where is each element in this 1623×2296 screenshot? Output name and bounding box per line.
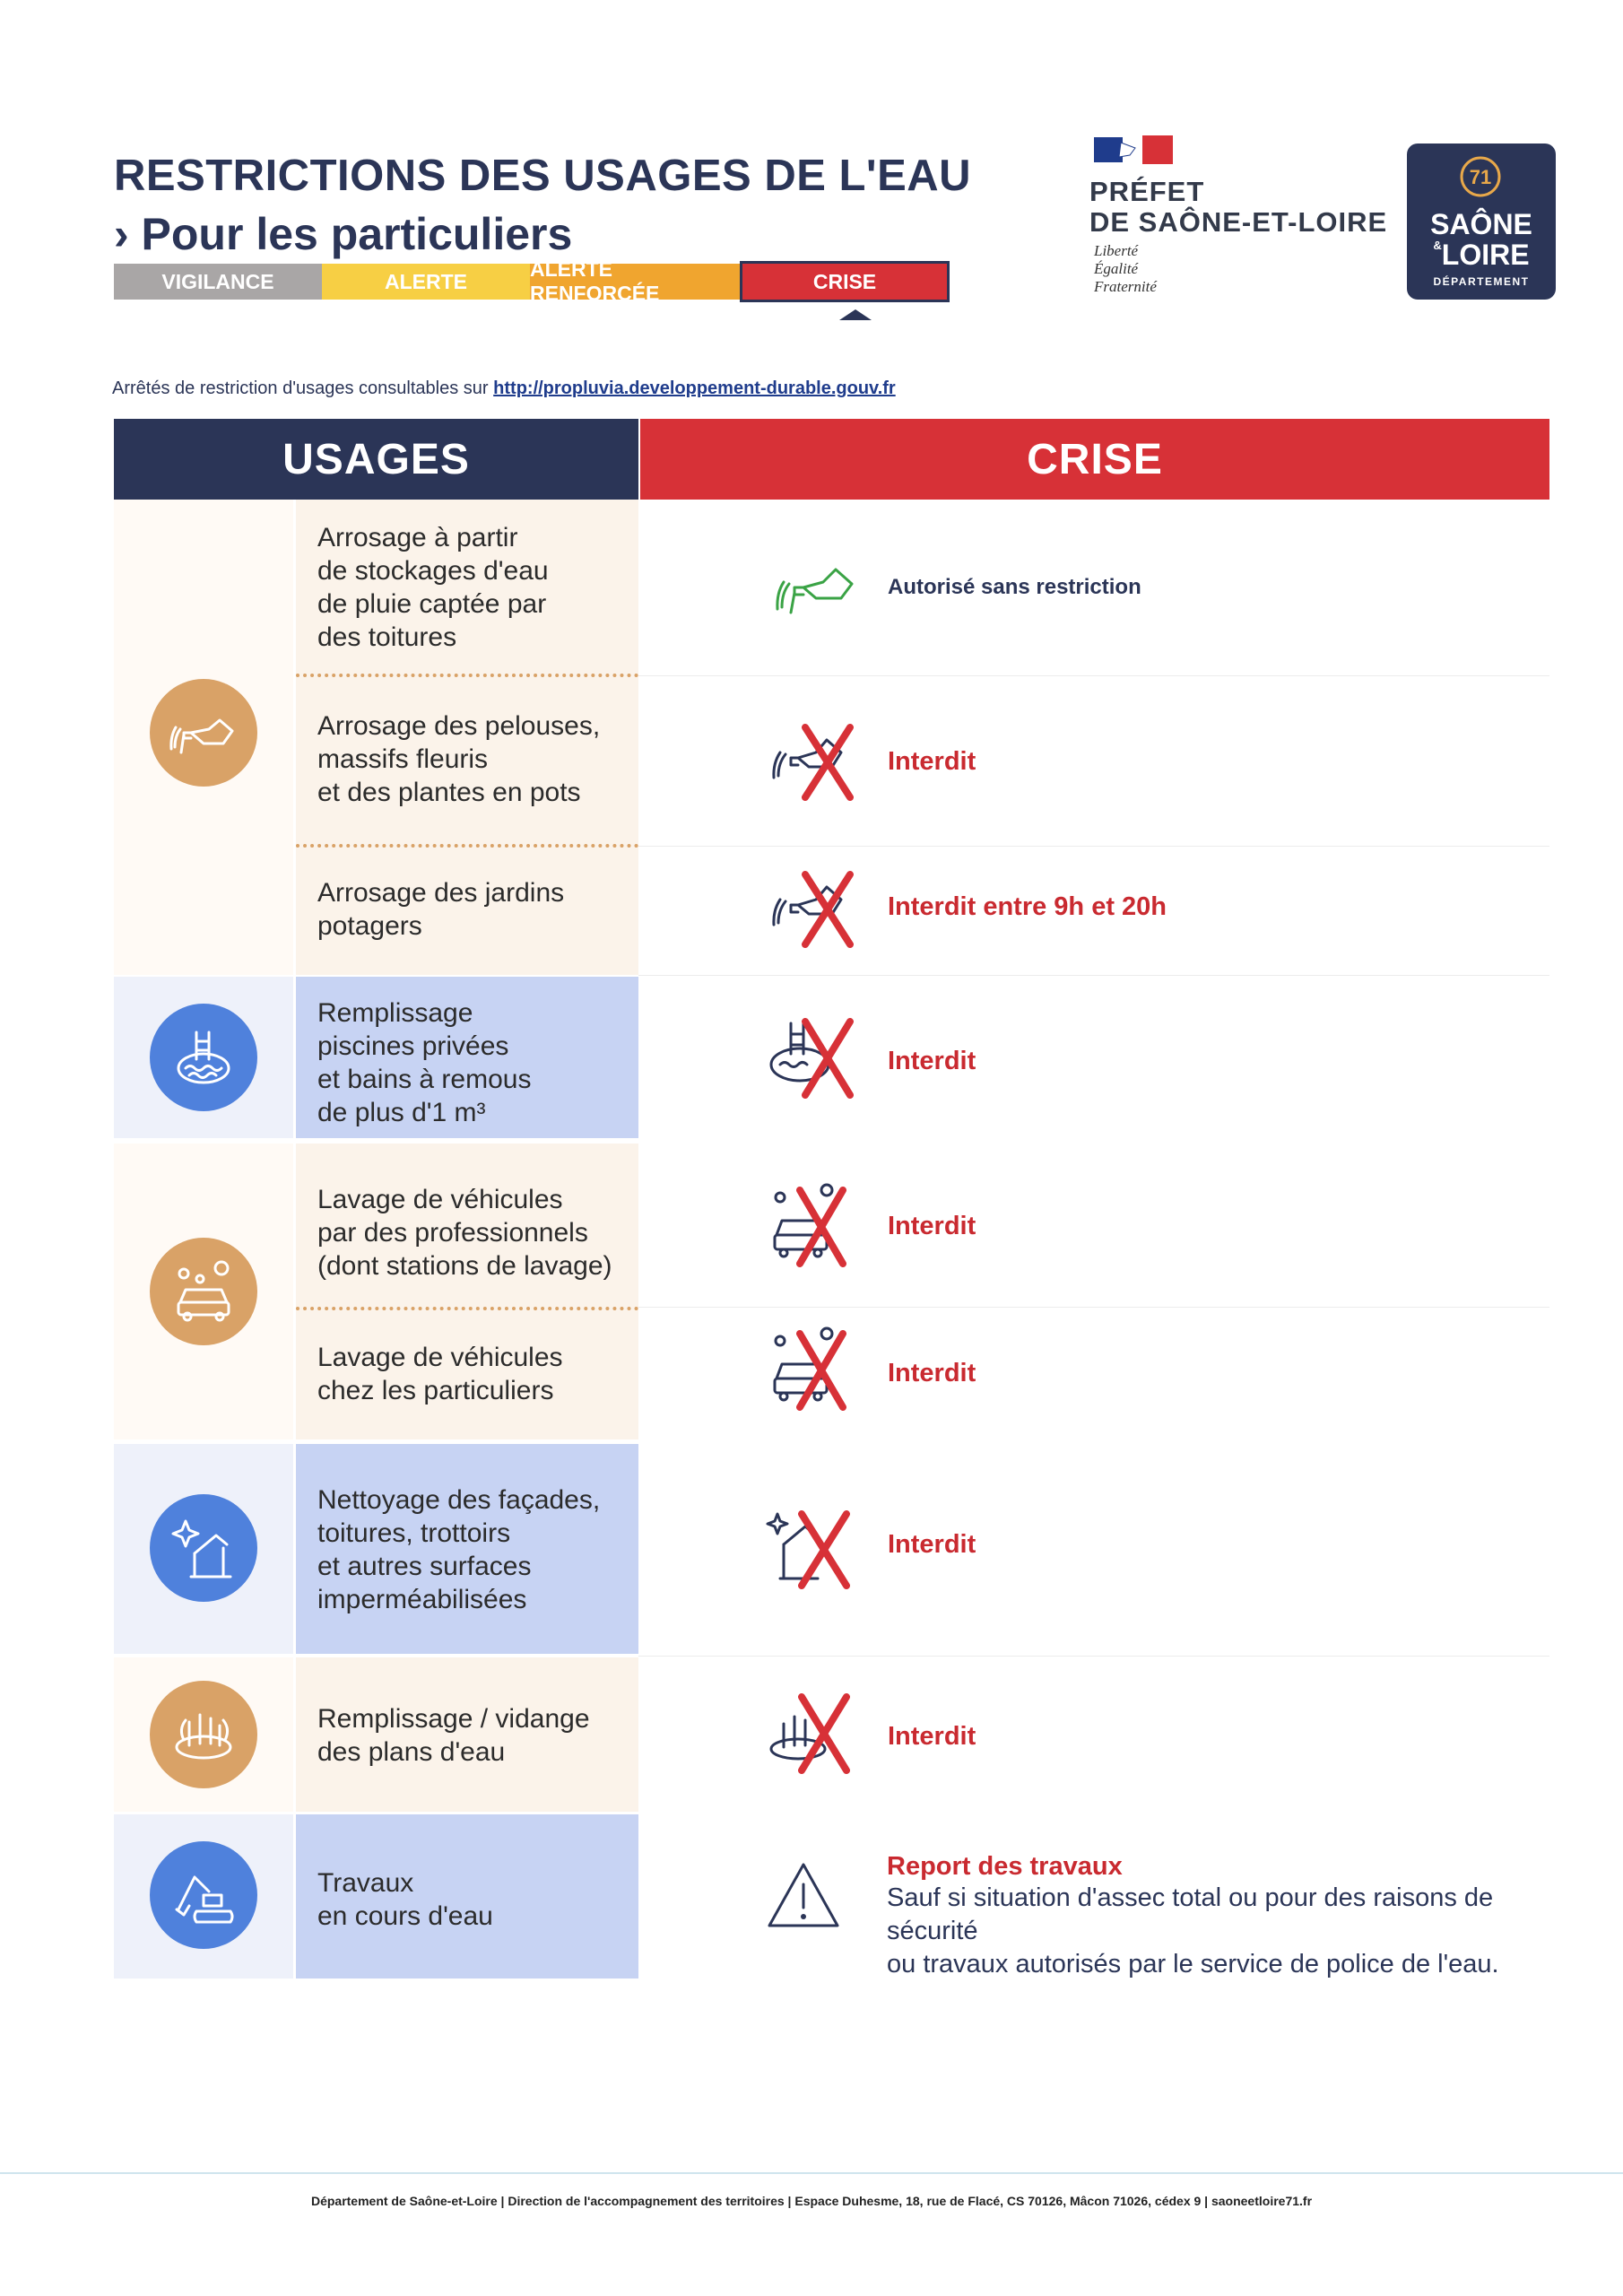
- usage-label: Travaux en cours d'eau: [317, 1868, 493, 1931]
- usage-label: Arrosage des jardins potagers: [317, 878, 565, 941]
- logo-saone: SAÔNE: [1430, 208, 1532, 240]
- group-arrosage: [114, 500, 1549, 975]
- house-cleaning-forbidden-icon: [762, 1500, 870, 1598]
- prefet-line1: PRÉFET: [1089, 176, 1205, 207]
- table-row: [296, 1657, 1549, 1812]
- result-text: Interdit: [888, 1047, 976, 1075]
- group-travaux: [114, 1814, 1549, 1979]
- column-header-usages: USAGES: [114, 419, 638, 500]
- pond-forbidden-icon: [762, 1684, 870, 1783]
- table-row: [296, 1444, 1549, 1654]
- logo-departement: DÉPARTEMENT: [1433, 275, 1530, 288]
- watering-can-icon: [762, 543, 870, 641]
- logo-loire: &LOIRE: [1433, 239, 1530, 271]
- prefet-name: [1089, 177, 1387, 238]
- usage-label: Nettoyage des façades, toitures, trottoirs et autres surfaces imperméabilisées: [317, 1485, 601, 1614]
- result-text: Interdit: [888, 1530, 976, 1559]
- usage-label: Arrosage à partir de stockages d'eau de pluie captée par des toitures: [317, 523, 549, 652]
- result-text: Interdit: [888, 1722, 976, 1751]
- department-71-emblem-icon: [1458, 154, 1503, 199]
- usage-label: Arrosage des pelouses, massifs fleuris et des plantes en pots: [317, 711, 601, 807]
- table-row: [296, 500, 1549, 675]
- level-alerte-renforcee: ALERTE RENFORCÉE: [530, 264, 740, 300]
- page-title: RESTRICTIONS DES USAGES DE L'EAU: [114, 152, 972, 200]
- house-cleaning-icon: [150, 1494, 257, 1602]
- footer-divider: [0, 2172, 1623, 2174]
- usage-label: Remplissage piscines privées et bains à remous de plus d'1 m³: [317, 998, 532, 1127]
- active-level-marker-icon: [839, 309, 872, 320]
- prefet-line2: DE SAÔNE-ET-LOIRE: [1089, 206, 1388, 238]
- result-text: Interdit: [888, 1212, 976, 1240]
- level-alerte: ALERTE: [322, 264, 530, 300]
- republic-motto: [1094, 242, 1157, 296]
- report-detail-line: ou travaux autorisés par le service de police de l'eau.: [887, 1950, 1499, 1979]
- table-row: [296, 846, 1549, 975]
- watering-can-icon: [150, 679, 257, 787]
- usage-label: Lavage de véhicules chez les particuliers: [317, 1343, 563, 1405]
- level-crise-active: CRISE: [740, 261, 950, 302]
- car-wash-forbidden-icon: [762, 1323, 870, 1422]
- motto-fraternite: Fraternité: [1094, 278, 1157, 295]
- decree-note: [112, 378, 896, 399]
- marianne-flag-icon: [1094, 135, 1173, 164]
- group-plans-eau: [114, 1657, 1549, 1812]
- table-row: [296, 675, 1549, 846]
- page-subtitle: › Pour les particuliers: [114, 209, 573, 259]
- group-piscines: [114, 977, 1549, 1138]
- usage-label: Lavage de véhicules par des professionnels (dont stations de lavage): [317, 1185, 612, 1281]
- result-text: [887, 1852, 1550, 1981]
- group-nettoyage: [114, 1444, 1549, 1654]
- decree-note-text: Arrêtés de restriction d'usages consultables sur: [112, 378, 489, 398]
- level-vigilance: VIGILANCE: [114, 264, 322, 300]
- column-header-crise: CRISE: [640, 419, 1549, 500]
- car-wash-forbidden-icon: [762, 1179, 870, 1278]
- motto-liberte: Liberté: [1094, 242, 1139, 259]
- pond-icon: [150, 1681, 257, 1788]
- result-text: Interdit: [888, 747, 976, 776]
- motto-egalite: Égalité: [1094, 260, 1139, 277]
- result-text: Autorisé sans restriction: [888, 575, 1141, 599]
- svg-text:71: 71: [1469, 166, 1492, 188]
- excavator-icon: [150, 1841, 257, 1949]
- propluvia-link[interactable]: http://propluvia.developpement-durable.gouv.fr: [493, 378, 896, 398]
- table-row: [296, 1309, 1549, 1439]
- pool-forbidden-icon: [762, 1009, 870, 1108]
- table-row: [296, 1144, 1549, 1307]
- watering-can-forbidden-icon: [762, 711, 870, 810]
- report-title: Report des travaux: [887, 1852, 1123, 1881]
- usage-label: Remplissage / vidange des plans d'eau: [317, 1704, 590, 1767]
- result-text: Interdit: [888, 1359, 976, 1387]
- alert-level-scale: [114, 257, 950, 305]
- result-text: Interdit entre 9h et 20h: [888, 892, 1167, 921]
- watering-can-forbidden-icon: [762, 858, 870, 957]
- footer-address: Département de Saône-et-Loire | Direction de l'accompagnement des territoires | Espace Duhesme, 18, rue de Flacé, CS 70126, Mâcon 71026, cédex 9 | saoneetloire71.fr: [310, 2194, 1313, 2208]
- department-logo: [1407, 144, 1556, 300]
- pool-icon: [150, 1004, 257, 1111]
- report-detail-line: Sauf si situation d'assec total ou pour des raisons de sécurité: [887, 1883, 1494, 1945]
- table-row: [296, 977, 1549, 1138]
- warning-triangle-icon: [762, 1857, 870, 1956]
- table-row: [296, 1814, 1549, 1979]
- car-wash-icon: [150, 1238, 257, 1345]
- group-lavage-vehicules: [114, 1144, 1549, 1439]
